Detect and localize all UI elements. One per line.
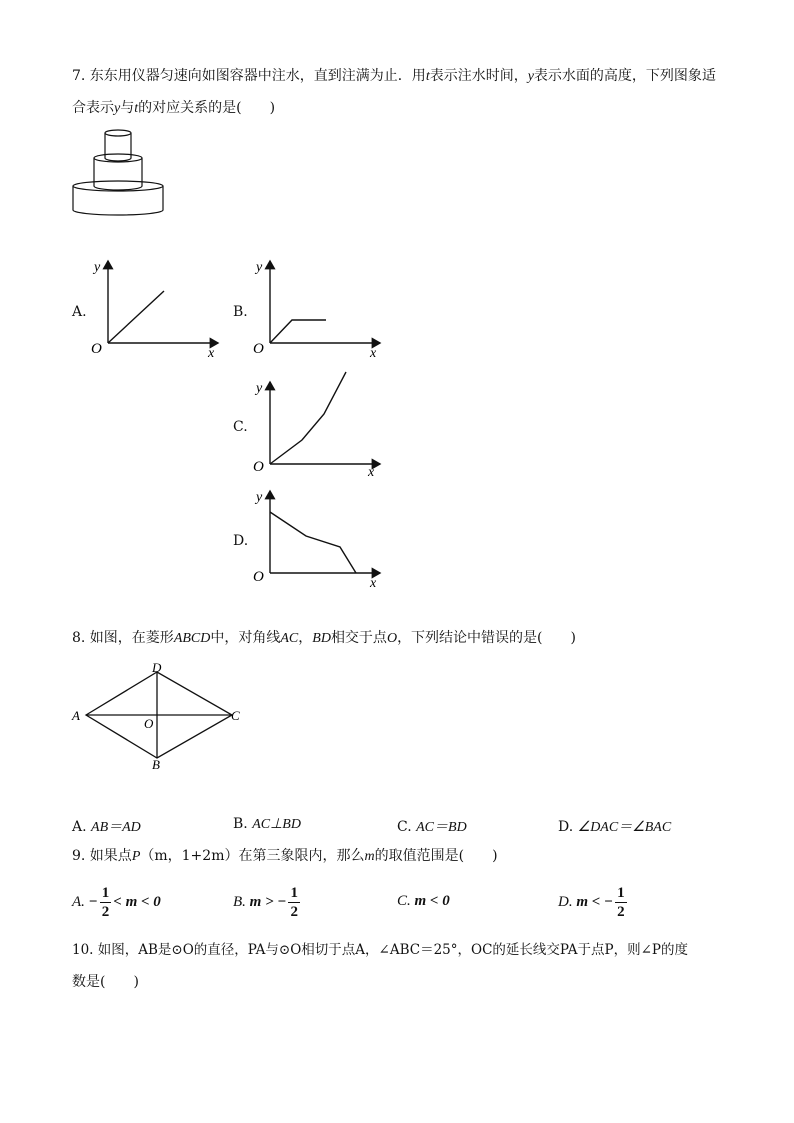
q8-text: ，下列结论中错误的是( ): [397, 630, 576, 646]
axis-x-label: x: [370, 576, 377, 591]
var-y: y: [527, 69, 534, 84]
q7-text: 的对应关系的是( ): [138, 100, 276, 116]
option-label: D.: [558, 819, 574, 835]
q10-stem-line2: 数是( ): [72, 974, 139, 990]
axis-y-label: y: [256, 381, 263, 396]
graph-b: [250, 255, 390, 365]
denominator: 2: [290, 904, 298, 920]
origin-label: O: [91, 341, 102, 357]
option-text: AC⊥BD: [252, 817, 301, 832]
q8-option-b[interactable]: [233, 816, 301, 833]
q9-option-c[interactable]: [397, 893, 450, 910]
option-post: < m < 0: [113, 893, 161, 910]
option-c-label: C.: [233, 419, 248, 435]
fraction: [615, 884, 627, 921]
var-t: t: [134, 101, 139, 116]
option-text: ∠DAC＝∠BAC: [577, 820, 672, 835]
numerator: 1: [290, 885, 298, 901]
axis-y-label: y: [256, 490, 263, 505]
q7-text: 7. 东东用仪器匀速向如图容器中注水，直到注满为止．用: [72, 68, 426, 84]
option-pre: −: [88, 893, 98, 910]
option-pre: m < −: [576, 893, 614, 910]
center-o: O: [144, 716, 154, 731]
option-pre: m < 0: [414, 893, 450, 909]
origin-label: O: [253, 341, 264, 357]
vertex-d: D: [152, 660, 162, 675]
axis-x-label: x: [368, 465, 375, 480]
diagonal-ac: AC: [280, 631, 299, 646]
q8-text: 8. 如图，在菱形: [72, 630, 174, 646]
option-a-label: A.: [72, 304, 87, 320]
var-t: t: [425, 69, 430, 84]
rhombus-name: ABCD: [173, 631, 211, 646]
q9-text: 在第三象限内，那么: [238, 848, 365, 864]
var-y: y: [114, 101, 121, 116]
origin-label: O: [253, 459, 264, 475]
q7-text: 表示水面的高度，下列图象适: [533, 68, 716, 84]
axis-x-label: x: [208, 346, 215, 361]
option-label: D.: [558, 893, 573, 910]
q8-text: 相交于点: [330, 630, 387, 646]
option-label: B.: [233, 816, 248, 832]
rhombus-figure: [68, 660, 248, 772]
option-label: C.: [397, 819, 412, 835]
option-label: C.: [397, 893, 411, 909]
option-text: AB＝AD: [91, 820, 141, 835]
denominator: 2: [617, 904, 625, 920]
q8-option-c[interactable]: [397, 816, 467, 836]
q8-text: ，: [298, 630, 313, 646]
axis-y-label: y: [256, 260, 263, 275]
point-o: O: [386, 631, 398, 646]
var-m: m: [364, 849, 375, 864]
vertex-b: B: [152, 757, 160, 772]
vertex-c: C: [231, 708, 240, 723]
graph-a: [88, 255, 228, 365]
container-figure: [70, 128, 170, 220]
vertex-a: A: [72, 708, 80, 723]
q10-stem-line1: 10. 如图，AB是⊙O的直径，PA与⊙O相切于点A，∠ABC＝25°，OC的延长线交PA于点P，则∠P的度: [72, 942, 688, 958]
q9-option-d[interactable]: [558, 884, 629, 921]
numerator: 1: [101, 885, 110, 901]
q9-text: 9. 如果点: [72, 848, 132, 864]
q7-stem-line1: [72, 66, 716, 87]
q7-stem-line2: [72, 98, 275, 119]
q7-text: 与: [120, 100, 135, 116]
axis-y-label: y: [94, 260, 101, 275]
q8-stem: [72, 628, 576, 649]
fraction: [100, 884, 112, 921]
axis-x-label: x: [370, 346, 377, 361]
point-coords: （m，1+2m）: [140, 848, 239, 864]
q7-text: 表示注水时间，: [429, 68, 528, 84]
option-d-label: D.: [233, 533, 249, 549]
q9-option-b[interactable]: [233, 884, 302, 921]
q9-text: 的取值范围是( ): [374, 848, 498, 864]
option-label: A.: [72, 893, 85, 910]
fraction: [288, 884, 300, 921]
q9-stem: [72, 846, 498, 867]
option-label: B.: [233, 893, 246, 910]
option-b-label: B.: [233, 304, 248, 320]
q7-text: 合表示: [72, 100, 114, 116]
q8-option-d[interactable]: [558, 816, 671, 836]
option-text: AC＝BD: [416, 820, 467, 835]
q8-option-a[interactable]: [72, 816, 141, 836]
point-p: P: [131, 849, 141, 864]
option-pre: m > −: [249, 893, 287, 910]
q8-text: 中，对角线: [210, 630, 281, 646]
graph-d: [250, 485, 390, 595]
diagonal-bd: BD: [312, 631, 331, 646]
numerator: 1: [617, 885, 625, 901]
option-label: A.: [72, 819, 87, 835]
origin-label: O: [253, 569, 264, 585]
q9-option-a[interactable]: [72, 884, 161, 921]
denominator: 2: [101, 904, 110, 920]
graph-c: [250, 372, 390, 482]
